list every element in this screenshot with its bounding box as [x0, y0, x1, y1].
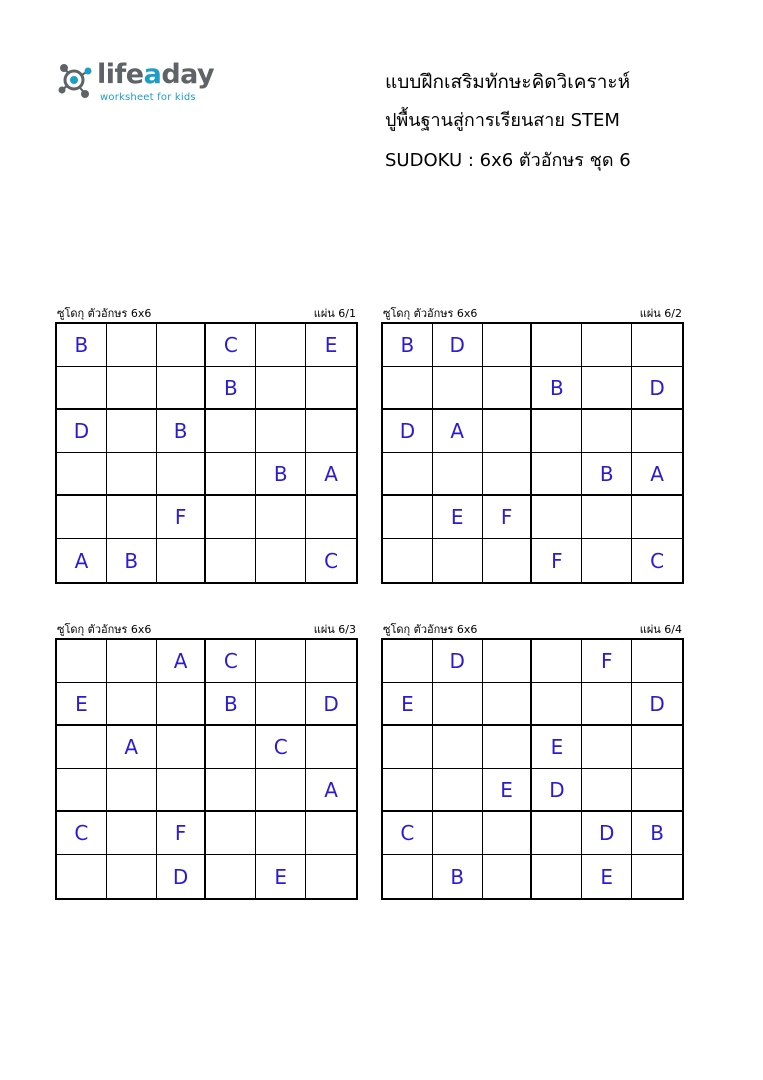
- given-letter-cell: D: [306, 683, 356, 726]
- given-letter-cell: B: [532, 367, 582, 410]
- empty-cell[interactable]: [107, 410, 157, 453]
- puzzle-sheet-number: แผ่น 6/3: [313, 623, 356, 636]
- empty-cell[interactable]: [306, 640, 356, 683]
- given-letter-cell: A: [157, 640, 207, 683]
- given-letter-cell: E: [383, 683, 433, 726]
- given-letter-cell: D: [383, 410, 433, 453]
- empty-cell[interactable]: [256, 769, 306, 812]
- empty-cell[interactable]: [433, 367, 483, 410]
- given-letter-cell: A: [306, 453, 356, 496]
- empty-cell[interactable]: [157, 683, 207, 726]
- empty-cell[interactable]: [582, 683, 632, 726]
- puzzle-sheet-number: แผ่น 6/1: [313, 307, 356, 320]
- empty-cell[interactable]: [107, 453, 157, 496]
- given-letter-cell: B: [383, 324, 433, 367]
- empty-cell[interactable]: [383, 769, 433, 812]
- given-letter-cell: B: [206, 683, 256, 726]
- sudoku-grid: [381, 322, 684, 584]
- empty-cell[interactable]: [483, 410, 533, 453]
- given-letter-cell: B: [206, 367, 256, 410]
- empty-cell[interactable]: [57, 453, 107, 496]
- empty-cell[interactable]: [582, 324, 632, 367]
- empty-cell[interactable]: [483, 855, 533, 898]
- given-letter-cell: F: [532, 539, 582, 582]
- empty-cell[interactable]: [206, 726, 256, 769]
- empty-cell[interactable]: [632, 726, 682, 769]
- empty-cell[interactable]: [483, 812, 533, 855]
- given-letter-cell: C: [650, 548, 665, 573]
- given-letter-cell: B: [57, 324, 107, 367]
- empty-cell[interactable]: [632, 769, 682, 812]
- given-letter-cell: A: [632, 453, 682, 496]
- empty-cell[interactable]: [206, 410, 256, 453]
- empty-cell[interactable]: [57, 769, 107, 812]
- empty-cell[interactable]: [483, 453, 533, 496]
- empty-cell[interactable]: [433, 769, 483, 812]
- empty-cell[interactable]: [632, 324, 682, 367]
- empty-cell[interactable]: [433, 683, 483, 726]
- given-letter-cell: C: [256, 726, 306, 769]
- empty-cell[interactable]: [57, 496, 107, 539]
- sudoku-grid: [55, 638, 358, 900]
- empty-cell[interactable]: [383, 640, 433, 683]
- empty-cell[interactable]: [206, 453, 256, 496]
- worksheet-title-block: [385, 72, 631, 171]
- empty-cell[interactable]: [107, 324, 157, 367]
- empty-cell[interactable]: [632, 496, 682, 539]
- puzzle-label: ซูโดกุ ตัวอักษร 6x6: [57, 307, 152, 320]
- puzzle-header: [383, 620, 682, 636]
- lifeaday-logo: [55, 58, 225, 106]
- given-letter-cell: C: [57, 812, 107, 855]
- empty-cell[interactable]: [107, 640, 157, 683]
- empty-cell[interactable]: [256, 496, 306, 539]
- worksheet-set-label: SUDOKU : 6x6 ตัวอักษร ชุด 6: [385, 150, 631, 171]
- empty-cell[interactable]: [157, 539, 207, 582]
- empty-cell[interactable]: [632, 855, 682, 898]
- empty-cell[interactable]: [256, 640, 306, 683]
- empty-cell[interactable]: [157, 726, 207, 769]
- empty-cell[interactable]: [306, 812, 356, 855]
- empty-cell[interactable]: [483, 683, 533, 726]
- given-letter-cell: D: [532, 769, 582, 812]
- empty-cell[interactable]: [107, 367, 157, 410]
- given-letter-cell: D: [57, 410, 107, 453]
- empty-cell[interactable]: [532, 496, 582, 539]
- empty-cell[interactable]: [57, 640, 107, 683]
- given-letter-cell: B: [632, 812, 682, 855]
- empty-cell[interactable]: [157, 324, 207, 367]
- empty-cell[interactable]: [582, 726, 632, 769]
- empty-cell[interactable]: [306, 496, 356, 539]
- empty-cell[interactable]: [632, 410, 682, 453]
- empty-cell[interactable]: [383, 496, 433, 539]
- given-letter-cell: B: [107, 539, 157, 582]
- empty-cell[interactable]: [256, 324, 306, 367]
- empty-cell[interactable]: [256, 539, 306, 582]
- empty-cell[interactable]: [483, 726, 533, 769]
- puzzle-label: ซูโดกุ ตัวอักษร 6x6: [383, 623, 478, 636]
- puzzle-sheet-number: แผ่น 6/4: [639, 623, 682, 636]
- empty-cell[interactable]: [582, 367, 632, 410]
- empty-cell[interactable]: [57, 726, 107, 769]
- empty-cell[interactable]: [306, 726, 356, 769]
- empty-cell[interactable]: [483, 367, 533, 410]
- given-letter-cell: E: [582, 855, 632, 898]
- puzzle-header: [57, 620, 356, 636]
- empty-cell[interactable]: [206, 855, 256, 898]
- empty-cell[interactable]: [532, 683, 582, 726]
- given-letter-cell: D: [157, 855, 207, 898]
- empty-cell[interactable]: [157, 769, 207, 812]
- empty-cell[interactable]: [256, 812, 306, 855]
- empty-cell[interactable]: [206, 496, 256, 539]
- given-letter-cell: A: [433, 410, 483, 453]
- given-letter-cell: C: [324, 548, 339, 573]
- logo-tagline: worksheet for kids: [100, 92, 196, 103]
- puzzle-sheet-number: แผ่น 6/2: [639, 307, 682, 320]
- empty-cell[interactable]: [532, 855, 582, 898]
- empty-cell[interactable]: [157, 453, 207, 496]
- empty-cell[interactable]: [483, 324, 533, 367]
- empty-cell[interactable]: [57, 855, 107, 898]
- empty-cell[interactable]: [632, 640, 682, 683]
- empty-cell[interactable]: [433, 539, 483, 582]
- given-letter-cell: D: [582, 812, 632, 855]
- sudoku-grid: [381, 638, 684, 900]
- empty-cell[interactable]: [306, 410, 356, 453]
- logo-wordmark: lifeaday: [97, 59, 215, 90]
- given-letter-cell: B: [157, 410, 207, 453]
- given-letter-cell: F: [157, 496, 207, 539]
- empty-cell[interactable]: [206, 769, 256, 812]
- empty-cell[interactable]: [206, 812, 256, 855]
- given-letter-cell: B: [433, 855, 483, 898]
- empty-cell[interactable]: [483, 640, 533, 683]
- empty-cell[interactable]: [157, 367, 207, 410]
- empty-cell[interactable]: [107, 769, 157, 812]
- given-letter-cell: E: [306, 324, 356, 367]
- empty-cell[interactable]: [107, 812, 157, 855]
- empty-cell[interactable]: [383, 855, 433, 898]
- empty-cell[interactable]: [256, 683, 306, 726]
- puzzle-header: [383, 304, 682, 320]
- empty-cell[interactable]: [433, 812, 483, 855]
- empty-cell[interactable]: [306, 855, 356, 898]
- empty-cell[interactable]: [383, 367, 433, 410]
- empty-cell[interactable]: [256, 367, 306, 410]
- given-letter-cell: C: [206, 324, 256, 367]
- empty-cell[interactable]: [532, 640, 582, 683]
- given-letter-cell: D: [632, 367, 682, 410]
- empty-cell[interactable]: [532, 812, 582, 855]
- given-letter-cell: F: [582, 640, 632, 683]
- given-letter-cell: E: [433, 496, 483, 539]
- given-letter-cell: E: [57, 683, 107, 726]
- given-letter-cell: F: [483, 496, 533, 539]
- given-letter-cell: F: [157, 812, 207, 855]
- given-letter-cell: E: [256, 855, 306, 898]
- given-letter-cell: A: [107, 726, 157, 769]
- given-letter-cell: A: [306, 769, 356, 812]
- empty-cell[interactable]: [107, 855, 157, 898]
- empty-cell[interactable]: [433, 453, 483, 496]
- given-letter-cell: D: [632, 683, 682, 726]
- given-letter-cell: A: [57, 539, 107, 582]
- empty-cell[interactable]: [383, 539, 433, 582]
- empty-cell[interactable]: [532, 324, 582, 367]
- puzzle-header: [57, 304, 356, 320]
- empty-cell[interactable]: [582, 769, 632, 812]
- empty-cell[interactable]: [582, 496, 632, 539]
- puzzle-label: ซูโดกุ ตัวอักษร 6x6: [57, 623, 152, 636]
- empty-cell[interactable]: [483, 539, 533, 582]
- empty-cell[interactable]: [206, 539, 256, 582]
- given-letter-cell: B: [256, 453, 306, 496]
- empty-cell[interactable]: [433, 726, 483, 769]
- sudoku-grid: [55, 322, 358, 584]
- given-letter-cell: E: [532, 726, 582, 769]
- empty-cell[interactable]: [532, 410, 582, 453]
- empty-cell[interactable]: [383, 453, 433, 496]
- worksheet-subtitle: ปูพื้นฐานสู่การเรียนสาย STEM: [385, 110, 620, 131]
- given-letter-cell: E: [483, 769, 533, 812]
- given-letter-cell: D: [433, 640, 483, 683]
- molecule-icon: [55, 58, 95, 102]
- empty-cell[interactable]: [383, 726, 433, 769]
- empty-cell[interactable]: [256, 410, 306, 453]
- empty-cell[interactable]: [57, 367, 107, 410]
- empty-cell[interactable]: [107, 496, 157, 539]
- worksheet-title: แบบฝึกเสริมทักษะคิดวิเคราะห์: [385, 71, 631, 93]
- empty-cell[interactable]: [582, 539, 632, 582]
- given-letter-cell: D: [433, 324, 483, 367]
- empty-cell[interactable]: [582, 410, 632, 453]
- puzzle-label: ซูโดกุ ตัวอักษร 6x6: [383, 307, 478, 320]
- given-letter-cell: B: [582, 453, 632, 496]
- empty-cell[interactable]: [306, 367, 356, 410]
- given-letter-cell: C: [206, 640, 256, 683]
- given-letter-cell: C: [383, 812, 433, 855]
- empty-cell[interactable]: [532, 453, 582, 496]
- empty-cell[interactable]: [107, 683, 157, 726]
